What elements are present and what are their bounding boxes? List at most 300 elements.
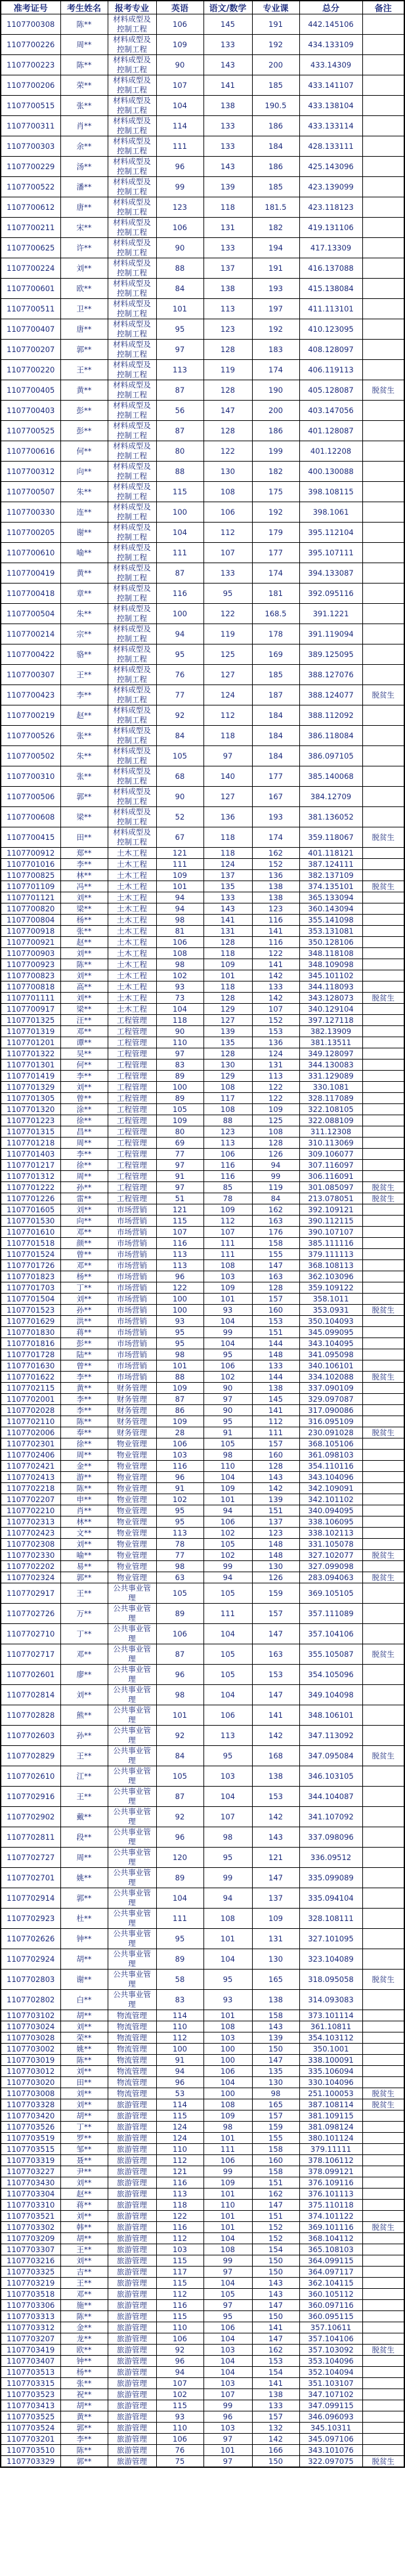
- cell-remark: [362, 2044, 404, 2055]
- table-row: [1, 258, 404, 279]
- cell-remark: [362, 238, 404, 258]
- cell-remark: [362, 2066, 404, 2077]
- cell-remark: [362, 1249, 404, 1260]
- major-label: 公共事业管理: [113, 1929, 151, 1948]
- cell-chinese-math-score: 102: [203, 1550, 252, 1561]
- cell-chinese-math-score: 98: [203, 1450, 252, 1461]
- header-row: [1, 1, 404, 14]
- cell-remark: [362, 2133, 404, 2144]
- cell-remark: [362, 2278, 404, 2289]
- cell-candidate-name: 雷**: [60, 1193, 108, 1204]
- major-label: 土木工程: [117, 1004, 147, 1014]
- cell-total-score: 335.094104: [299, 1888, 362, 1909]
- cell-total-score: 362.104115: [299, 2278, 362, 2289]
- cell-remark: [362, 1394, 404, 1405]
- major-label: 材料成型及控制工程: [113, 258, 151, 277]
- cell-chinese-math-score: 129: [203, 1071, 252, 1082]
- cell-candidate-name: 陈**: [60, 14, 108, 35]
- table-row: [1, 2456, 404, 2468]
- cell-chinese-math-score: 138: [203, 279, 252, 299]
- cell-chinese-math-score: 97: [203, 2434, 252, 2445]
- cell-chinese-math-score: 122: [203, 441, 252, 462]
- major-label: 工程管理: [117, 1149, 147, 1159]
- cell-major-course-score: 98: [252, 2088, 299, 2099]
- cell-candidate-name: 周**: [60, 1138, 108, 1149]
- major-label: 土木工程: [117, 870, 147, 880]
- cell-english-score: 28: [156, 1427, 203, 1438]
- cell-english-score: 107: [156, 75, 203, 96]
- cell-remark: [362, 441, 404, 462]
- cell-total-score: 353.104096: [299, 2356, 362, 2367]
- cell-remark: [362, 482, 404, 502]
- cell-english-score: 77: [156, 1149, 203, 1160]
- cell-exam-id: 1107700804: [1, 915, 60, 926]
- cell-major: [108, 1416, 156, 1427]
- cell-remark: [362, 1539, 404, 1550]
- major-label: 工程管理: [117, 1048, 147, 1058]
- cell-remark: [362, 766, 404, 787]
- cell-english-score: 100: [156, 502, 203, 523]
- cell-exam-id: 1107703328: [1, 2099, 60, 2110]
- cell-exam-id: 1107700903: [1, 948, 60, 959]
- cell-candidate-name: 陈**: [60, 1483, 108, 1494]
- table-row: [1, 1204, 404, 1216]
- cell-english-score: 89: [156, 1868, 203, 1888]
- cell-remark: [362, 981, 404, 993]
- major-label: 旅游管理: [117, 2177, 147, 2187]
- cell-remark: [362, 1516, 404, 1528]
- cell-remark: [362, 2378, 404, 2389]
- cell-candidate-name: 张**: [60, 726, 108, 746]
- cell-candidate-name: 李**: [60, 859, 108, 870]
- major-label: 市场营销: [117, 1204, 147, 1214]
- cell-exam-id: 1107702001: [1, 1394, 60, 1405]
- cell-total-score: 345.097106: [299, 2434, 362, 2445]
- cell-major: [108, 2289, 156, 2300]
- cell-exam-id: 1107701329: [1, 1082, 60, 1093]
- table-row: [1, 948, 404, 959]
- table-row: [1, 421, 404, 441]
- cell-major-course-score: 181: [252, 584, 299, 604]
- cell-remark: [362, 421, 404, 441]
- table-row: [1, 1093, 404, 1104]
- cell-major-course-score: 124: [252, 1048, 299, 1060]
- cell-chinese-math-score: 106: [203, 2066, 252, 2077]
- major-label: 物业管理: [117, 1561, 147, 1571]
- cell-chinese-math-score: 98: [203, 2122, 252, 2133]
- cell-chinese-math-score: 111: [203, 1604, 252, 1624]
- cell-major-course-score: 141: [252, 926, 299, 937]
- major-label: 市场营销: [117, 1305, 147, 1315]
- table-row: [1, 726, 404, 746]
- cell-major: [108, 2144, 156, 2155]
- table-row: [1, 1807, 404, 1827]
- cell-remark: [362, 1624, 404, 1644]
- cell-major-course-score: 192: [252, 35, 299, 55]
- cell-total-score: 343.128073: [299, 993, 362, 1004]
- table-row: [1, 892, 404, 903]
- cell-chinese-math-score: 93: [203, 1990, 252, 2010]
- major-label: 旅游管理: [117, 2233, 147, 2243]
- cell-remark: [362, 1015, 404, 1026]
- cell-remark: [362, 1171, 404, 1182]
- cell-remark: [362, 2445, 404, 2456]
- major-label: 公共事业管理: [113, 1970, 151, 1989]
- cell-remark: [362, 1787, 404, 1807]
- cell-major-course-score: 181.5: [252, 197, 299, 218]
- major-label: 工程管理: [117, 1171, 147, 1181]
- cell-major: [108, 1990, 156, 2010]
- cell-chinese-math-score: 91: [203, 1427, 252, 1438]
- cell-major-course-score: 141: [252, 2322, 299, 2333]
- major-label: 旅游管理: [117, 2267, 147, 2276]
- cell-major-course-score: 159: [252, 2122, 299, 2133]
- cell-english-score: 87: [156, 1394, 203, 1405]
- cell-total-score: 342.109091: [299, 1483, 362, 1494]
- cell-candidate-name: 田**: [60, 2077, 108, 2088]
- cell-major: [108, 2244, 156, 2255]
- cell-remark: [362, 1888, 404, 1909]
- table-row: [1, 2233, 404, 2244]
- table-row: [1, 1060, 404, 1071]
- cell-english-score: 100: [156, 1305, 203, 1316]
- cell-major: [108, 319, 156, 340]
- cell-exam-id: 1107701315: [1, 1126, 60, 1138]
- cell-total-score: 390.112115: [299, 1216, 362, 1227]
- cell-total-score: 213.078051: [299, 1193, 362, 1204]
- cell-major: [108, 380, 156, 401]
- table-row: [1, 1015, 404, 1026]
- cell-major-course-score: 162: [252, 1204, 299, 1216]
- cell-english-score: 111: [156, 543, 203, 563]
- cell-major: [108, 2099, 156, 2110]
- cell-major-course-score: 142: [252, 993, 299, 1004]
- cell-total-score: 347.113092: [299, 1726, 362, 1746]
- cell-major: [108, 2066, 156, 2077]
- table-row: [1, 35, 404, 55]
- cell-remark: [362, 726, 404, 746]
- cell-exam-id: 1107701222: [1, 1182, 60, 1193]
- cell-exam-id: 1107700423: [1, 685, 60, 705]
- major-label: 材料成型及控制工程: [113, 563, 151, 582]
- cell-major: [108, 2278, 156, 2289]
- cell-major: [108, 2110, 156, 2122]
- table-row: [1, 746, 404, 766]
- cell-exam-id: 1107702406: [1, 1450, 60, 1461]
- cell-major: [108, 1048, 156, 1060]
- cell-total-score: 368.108113: [299, 1260, 362, 1271]
- cell-major: [108, 1461, 156, 1472]
- cell-candidate-name: 梁**: [60, 807, 108, 827]
- cell-chinese-math-score: 101: [203, 2445, 252, 2456]
- cell-remark: [362, 926, 404, 937]
- cell-candidate-name: 刘**: [60, 948, 108, 959]
- cell-exam-id: 1107702210: [1, 1505, 60, 1516]
- cell-exam-id: 1107700419: [1, 563, 60, 584]
- column-header-chinese-math-score: 语文/数学: [203, 1, 252, 14]
- cell-remark: [362, 1227, 404, 1238]
- cell-major: [108, 2211, 156, 2222]
- cell-remark: [362, 1416, 404, 1427]
- cell-remark: [362, 2155, 404, 2166]
- major-label: 物流管理: [117, 2077, 147, 2087]
- cell-major: [108, 870, 156, 881]
- major-label: 土木工程: [117, 970, 147, 980]
- major-label: 公共事业管理: [113, 1665, 151, 1684]
- cell-major: [108, 462, 156, 482]
- major-label: 材料成型及控制工程: [113, 299, 151, 318]
- cell-exam-id: 1107703521: [1, 2211, 60, 2222]
- cell-remark: [362, 1294, 404, 1305]
- cell-english-score: 116: [156, 2300, 203, 2311]
- cell-exam-id: 1107700211: [1, 218, 60, 238]
- cell-candidate-name: 吉**: [60, 2267, 108, 2278]
- cell-total-score: 345.10311: [299, 2423, 362, 2434]
- cell-exam-id: 1107702601: [1, 1665, 60, 1685]
- cell-total-score: 340.129104: [299, 1004, 362, 1015]
- cell-exam-id: 1107703523: [1, 2389, 60, 2400]
- cell-english-score: 87: [156, 1644, 203, 1665]
- table-row: [1, 2122, 404, 2133]
- cell-exam-id: 1107703306: [1, 2300, 60, 2311]
- cell-major-course-score: 160: [252, 1305, 299, 1316]
- cell-total-score: 442.145106: [299, 14, 362, 35]
- cell-remark: [362, 1472, 404, 1483]
- major-label: 旅游管理: [117, 2445, 147, 2455]
- table-row: [1, 1827, 404, 1848]
- cell-chinese-math-score: 128: [203, 993, 252, 1004]
- cell-remark: [362, 1827, 404, 1848]
- major-label: 公共事业管理: [113, 1848, 151, 1867]
- cell-english-score: 98: [156, 1685, 203, 1705]
- cell-total-score: 357.10611: [299, 2322, 362, 2333]
- cell-candidate-name: 宗**: [60, 624, 108, 644]
- cell-major-course-score: 182: [252, 462, 299, 482]
- cell-major-course-score: 165: [252, 2099, 299, 2110]
- cell-chinese-math-score: 140: [203, 766, 252, 787]
- cell-major-course-score: 185: [252, 75, 299, 96]
- cell-exam-id: 1107702308: [1, 1539, 60, 1550]
- cell-chinese-math-score: 111: [203, 1238, 252, 1249]
- cell-major: [108, 1216, 156, 1227]
- cell-major-course-score: 150: [252, 2311, 299, 2322]
- cell-major-course-score: 138: [252, 1766, 299, 1787]
- cell-major: [108, 1929, 156, 1949]
- cell-total-score: 394.133087: [299, 563, 362, 584]
- cell-remark: [362, 1726, 404, 1746]
- cell-major-course-score: 141: [252, 959, 299, 970]
- cell-major: [108, 926, 156, 937]
- cell-total-score: 352.104094: [299, 2367, 362, 2378]
- cell-candidate-name: 刘**: [60, 970, 108, 981]
- cell-remark: [362, 2021, 404, 2032]
- cell-major: [108, 1071, 156, 1082]
- cell-major: [108, 1807, 156, 1827]
- cell-exam-id: 1107700502: [1, 746, 60, 766]
- cell-major-course-score: 187: [252, 685, 299, 705]
- cell-english-score: 111: [156, 136, 203, 157]
- cell-exam-id: 1107701109: [1, 881, 60, 892]
- cell-english-score: 93: [156, 1316, 203, 1327]
- cell-english-score: 110: [156, 2322, 203, 2333]
- cell-candidate-name: 李**: [60, 2434, 108, 2445]
- cell-exam-id: 1107702202: [1, 1561, 60, 1572]
- cell-chinese-math-score: 118: [203, 848, 252, 859]
- cell-major: [108, 892, 156, 903]
- cell-major-course-score: 167: [252, 787, 299, 807]
- major-label: 物流管理: [117, 2021, 147, 2031]
- cell-english-score: 113: [156, 2189, 203, 2200]
- cell-candidate-name: 郭**: [60, 2423, 108, 2434]
- cell-candidate-name: 邓**: [60, 1644, 108, 1665]
- table-row: [1, 1949, 404, 1970]
- major-label: 工程管理: [117, 1193, 147, 1203]
- major-label: 财务管理: [117, 1394, 147, 1404]
- cell-english-score: 53: [156, 2088, 203, 2099]
- cell-remark: [362, 1149, 404, 1160]
- cell-english-score: 90: [156, 55, 203, 75]
- cell-total-score: 309.106077: [299, 1149, 362, 1160]
- cell-total-score: 364.097117: [299, 2267, 362, 2278]
- cell-total-score: 301.085097: [299, 1182, 362, 1193]
- cell-english-score: 109: [156, 1383, 203, 1394]
- cell-remark: [362, 2055, 404, 2066]
- major-label: 旅游管理: [117, 2400, 147, 2410]
- cell-chinese-math-score: 118: [203, 197, 252, 218]
- cell-candidate-name: 李**: [60, 1405, 108, 1416]
- cell-chinese-math-score: 104: [203, 1338, 252, 1349]
- cell-total-score: 341.095098: [299, 1349, 362, 1360]
- cell-major: [108, 1787, 156, 1807]
- cell-total-score: 355.105087: [299, 1644, 362, 1665]
- cell-exam-id: 1107702218: [1, 1483, 60, 1494]
- cell-chinese-math-score: 99: [203, 1868, 252, 1888]
- major-label: 旅游管理: [117, 2155, 147, 2165]
- cell-english-score: 96: [156, 1827, 203, 1848]
- table-row: [1, 584, 404, 604]
- cell-english-score: 102: [156, 970, 203, 981]
- cell-total-score: 403.147056: [299, 401, 362, 421]
- cell-candidate-name: 张**: [60, 766, 108, 787]
- table-row: [1, 685, 404, 705]
- major-label: 市场营销: [117, 1360, 147, 1370]
- cell-exam-id: 1107700507: [1, 482, 60, 502]
- table-row: [1, 482, 404, 502]
- cell-remark: [362, 299, 404, 319]
- cell-english-score: 90: [156, 238, 203, 258]
- cell-remark: [362, 279, 404, 299]
- cell-candidate-name: 丁**: [60, 1624, 108, 1644]
- cell-exam-id: 1107701301: [1, 1060, 60, 1071]
- cell-major: [108, 482, 156, 502]
- cell-major-course-score: 154: [252, 2367, 299, 2378]
- cell-total-score: 328.108111: [299, 1909, 362, 1929]
- major-label: 市场营销: [117, 1294, 147, 1303]
- cell-chinese-math-score: 97: [203, 2456, 252, 2468]
- cell-remark: [362, 55, 404, 75]
- cell-exam-id: 1107700226: [1, 35, 60, 55]
- cell-chinese-math-score: 88: [203, 1115, 252, 1126]
- table-row: [1, 279, 404, 299]
- cell-total-score: 419.131106: [299, 218, 362, 238]
- cell-major-course-score: 174: [252, 827, 299, 848]
- cell-exam-id: 1107700912: [1, 848, 60, 859]
- cell-remark: [362, 2032, 404, 2044]
- table-row: [1, 1249, 404, 1260]
- cell-total-score: 361.10811: [299, 2021, 362, 2032]
- cell-total-score: 364.099115: [299, 2255, 362, 2267]
- cell-english-score: 101: [156, 1705, 203, 1726]
- cell-major: [108, 970, 156, 981]
- cell-exam-id: 1107701312: [1, 1171, 60, 1182]
- cell-major-course-score: 122: [252, 1093, 299, 1104]
- cell-remark: [362, 75, 404, 96]
- cell-major: [108, 827, 156, 848]
- cell-english-score: 109: [156, 1115, 203, 1126]
- cell-total-score: 230.091028: [299, 1427, 362, 1438]
- cell-english-score: 115: [156, 2400, 203, 2411]
- cell-major: [108, 2411, 156, 2423]
- cell-candidate-name: 邓**: [60, 1227, 108, 1238]
- cell-english-score: 77: [156, 685, 203, 705]
- cell-english-score: 84: [156, 1746, 203, 1766]
- cell-total-score: 378.099121: [299, 2166, 362, 2177]
- cell-major-course-score: 130: [252, 2077, 299, 2088]
- cell-remark: [362, 1528, 404, 1539]
- major-label: 材料成型及控制工程: [113, 746, 151, 765]
- cell-candidate-name: 胡**: [60, 2110, 108, 2122]
- table-row: [1, 807, 404, 827]
- cell-candidate-name: 许**: [60, 238, 108, 258]
- table-row: [1, 1990, 404, 2010]
- cell-chinese-math-score: 78: [203, 1193, 252, 1204]
- cell-candidate-name: 李**: [60, 1149, 108, 1160]
- cell-total-score: 354.105096: [299, 1665, 362, 1685]
- cell-candidate-name: 徐**: [60, 1438, 108, 1450]
- cell-total-score: 347.099115: [299, 2400, 362, 2411]
- major-label: 工程管理: [117, 1182, 147, 1192]
- major-label: 市场营销: [117, 1249, 147, 1259]
- cell-english-score: 105: [156, 746, 203, 766]
- cell-major: [108, 1665, 156, 1685]
- table-row: [1, 1516, 404, 1528]
- cell-exam-id: 1107700608: [1, 807, 60, 827]
- cell-exam-id: 1107702301: [1, 1438, 60, 1450]
- cell-major-course-score: 145: [252, 1394, 299, 1405]
- cell-major: [108, 1888, 156, 1909]
- cell-exam-id: 1107701305: [1, 1093, 60, 1104]
- cell-total-score: 345.101102: [299, 970, 362, 981]
- cell-chinese-math-score: 105: [203, 1438, 252, 1450]
- cell-remark: 脱贫生: [362, 1550, 404, 1561]
- cell-chinese-math-score: 108: [203, 482, 252, 502]
- major-label: 旅游管理: [117, 2278, 147, 2288]
- cell-candidate-name: 王**: [60, 1583, 108, 1604]
- cell-english-score: 80: [156, 441, 203, 462]
- column-header-english-score: 英语: [156, 1, 203, 14]
- cell-total-score: 317.090086: [299, 1405, 362, 1416]
- cell-candidate-name: 陆**: [60, 1349, 108, 1360]
- cell-english-score: 115: [156, 482, 203, 502]
- cell-exam-id: 1107703419: [1, 2345, 60, 2356]
- cell-major-course-score: 157: [252, 1438, 299, 1450]
- cell-total-score: 344.130083: [299, 1060, 362, 1071]
- cell-major-course-score: 192: [252, 502, 299, 523]
- cell-total-score: 386.097105: [299, 746, 362, 766]
- cell-exam-id: 1107703525: [1, 2411, 60, 2423]
- table-row: [1, 1665, 404, 1685]
- cell-chinese-math-score: 108: [203, 1909, 252, 1929]
